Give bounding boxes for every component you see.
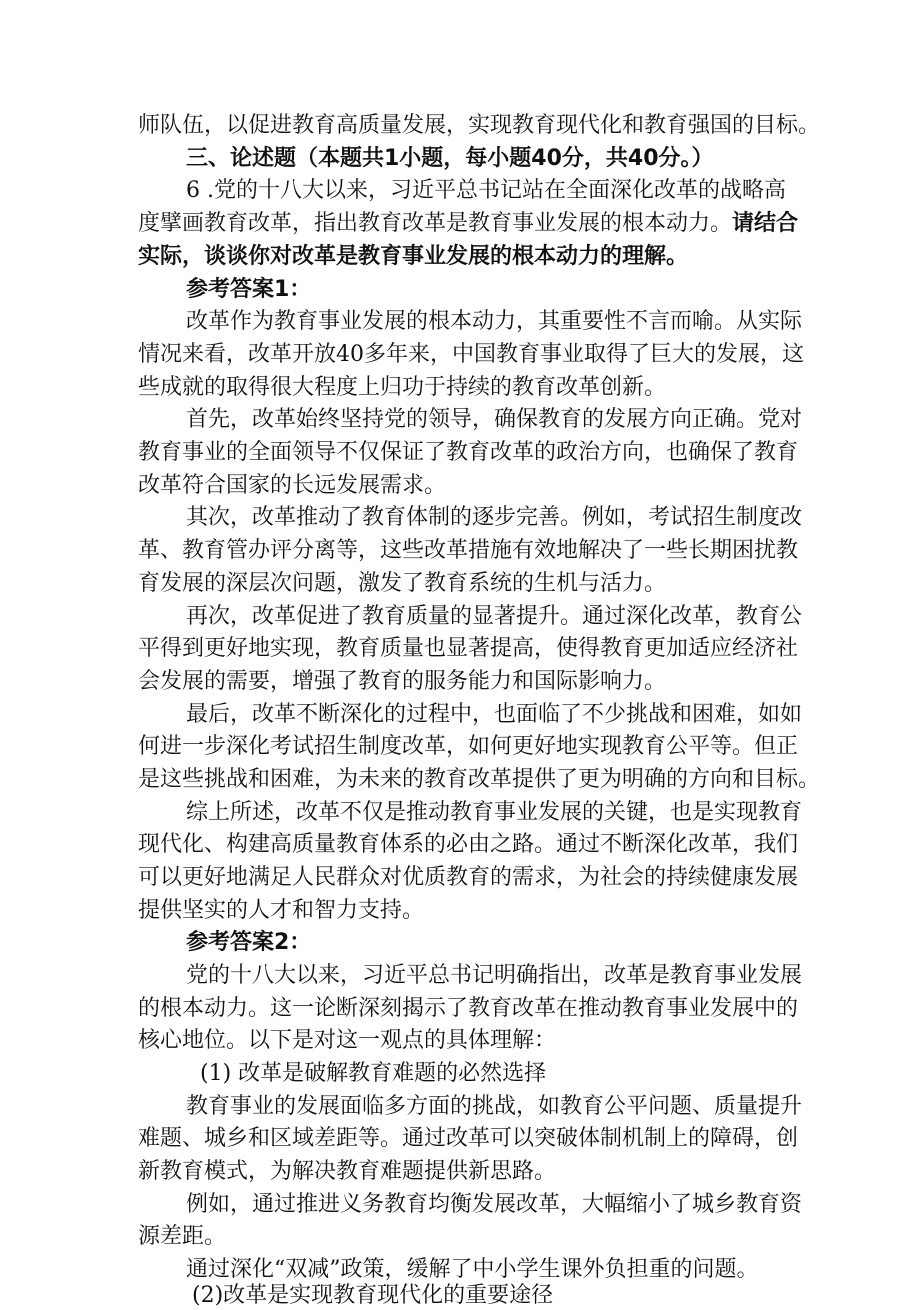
text-line: 改革符合国家的长远发展需求。 — [138, 473, 447, 498]
section-heading: 三、论述题（本题共1小题，每小题40分，共40分。） — [186, 146, 714, 171]
question-text-part: 度擘画教育改革，指出教育改革是教育事业发展的根本动力。 — [138, 211, 733, 236]
text-line: 提供坚实的人才和智力支持。 — [138, 898, 425, 923]
text-line: 例如，通过推进义务教育均衡发展改革，大幅缩小了城乡教育资 — [186, 1192, 803, 1217]
answer-heading-2: 参考答案2： — [186, 930, 312, 955]
text-line: 些成就的取得很大程度上归功于持续的教育改革创新。 — [138, 375, 667, 400]
text-line: 教育事业的发展面临多方面的挑战，如教育公平问题、质量提升 — [186, 1094, 803, 1119]
text-line: 其次，改革推动了教育体制的逐步完善。例如，考试招生制度改 — [186, 505, 803, 530]
answer-heading-1: 参考答案1： — [186, 277, 312, 302]
text-line: 革、教育管办评分离等，这些改革措施有效地解决了一些长期困扰教 — [138, 538, 799, 563]
question-prompt: 请结合 — [732, 211, 799, 236]
text-line: 师队伍，以促进教育高质量发展，实现教育现代化和教育强国的目标。 — [138, 113, 821, 138]
text-line: 再次，改革促进了教育质量的显著提升。通过深化改革，教育公 — [186, 604, 803, 629]
text-line: 会发展的需要，增强了教育的服务能力和国际影响力。 — [138, 669, 667, 694]
text-line: 改革作为教育事业发展的根本动力，其重要性不言而喻。从实际 — [186, 309, 803, 334]
text-line: 何进一步深化考试招生制度改革，如何更好地实现教育公平等。但正 — [138, 734, 799, 759]
text-line: 的根本动力。这一论断深刻揭示了教育改革在推动教育事业发展中的 — [138, 996, 799, 1021]
text-line: 新教育模式，为解决教育难题提供新思路。 — [138, 1159, 557, 1184]
text-line: 现代化、构建高质量教育体系的必由之路。通过不断深化改革，我们 — [138, 832, 799, 857]
text-line: 情况来看，改革开放40多年来，中国教育事业取得了巨大的发展，这 — [138, 342, 804, 367]
text-line: 是这些挑战和困难，为未来的教育改革提供了更为明确的方向和目标。 — [138, 767, 821, 792]
text-line: 首先，改革始终坚持党的领导，确保教育的发展方向正确。党对 — [186, 407, 803, 432]
text-line: 源差距。 — [138, 1224, 227, 1249]
text-line: 核心地位。以下是对这一观点的具体理解： — [138, 1028, 557, 1053]
text-line: 综上所述，改革不仅是推动教育事业发展的关键，也是实现教育 — [186, 800, 803, 825]
text-line: 最后，改革不断深化的过程中，也面临了不少挑战和困难，如如 — [186, 702, 803, 727]
question-text: 6 .党的十八大以来，习近平总书记站在全面深化改革的战略高 — [186, 178, 786, 203]
text-line: 难题、城乡和区域差距等。通过改革可以突破体制机制上的障碍，创 — [138, 1126, 799, 1151]
question-text — [138, 210, 799, 238]
subheading-1: (1) 改革是破解教育难题的必然选择 — [200, 1061, 547, 1086]
text-line: 党的十八大以来，习近平总书记明确指出，改革是教育事业发展 — [186, 963, 803, 988]
text-line: 育发展的深层次问题，激发了教育系统的生机与活力。 — [138, 571, 667, 596]
question-prompt: 实际，谈谈你对改革是教育事业发展的根本动力的理解。 — [138, 244, 689, 269]
text-line: 可以更好地满足人民群众对优质教育的需求，为社会的持续健康发展 — [138, 865, 799, 890]
text-line: 平得到更好地实现，教育质量也显著提高，使得教育更加适应经济社 — [138, 636, 799, 661]
text-line: 通过深化“双减”政策，缓解了中小学生课外负担重的问题。 — [186, 1257, 759, 1282]
text-line: 教育事业的全面领导不仅保证了教育改革的政治方向，也确保了教育 — [138, 440, 799, 465]
subheading-2: (2)改革是实现教育现代化的重要途径 — [192, 1283, 554, 1308]
